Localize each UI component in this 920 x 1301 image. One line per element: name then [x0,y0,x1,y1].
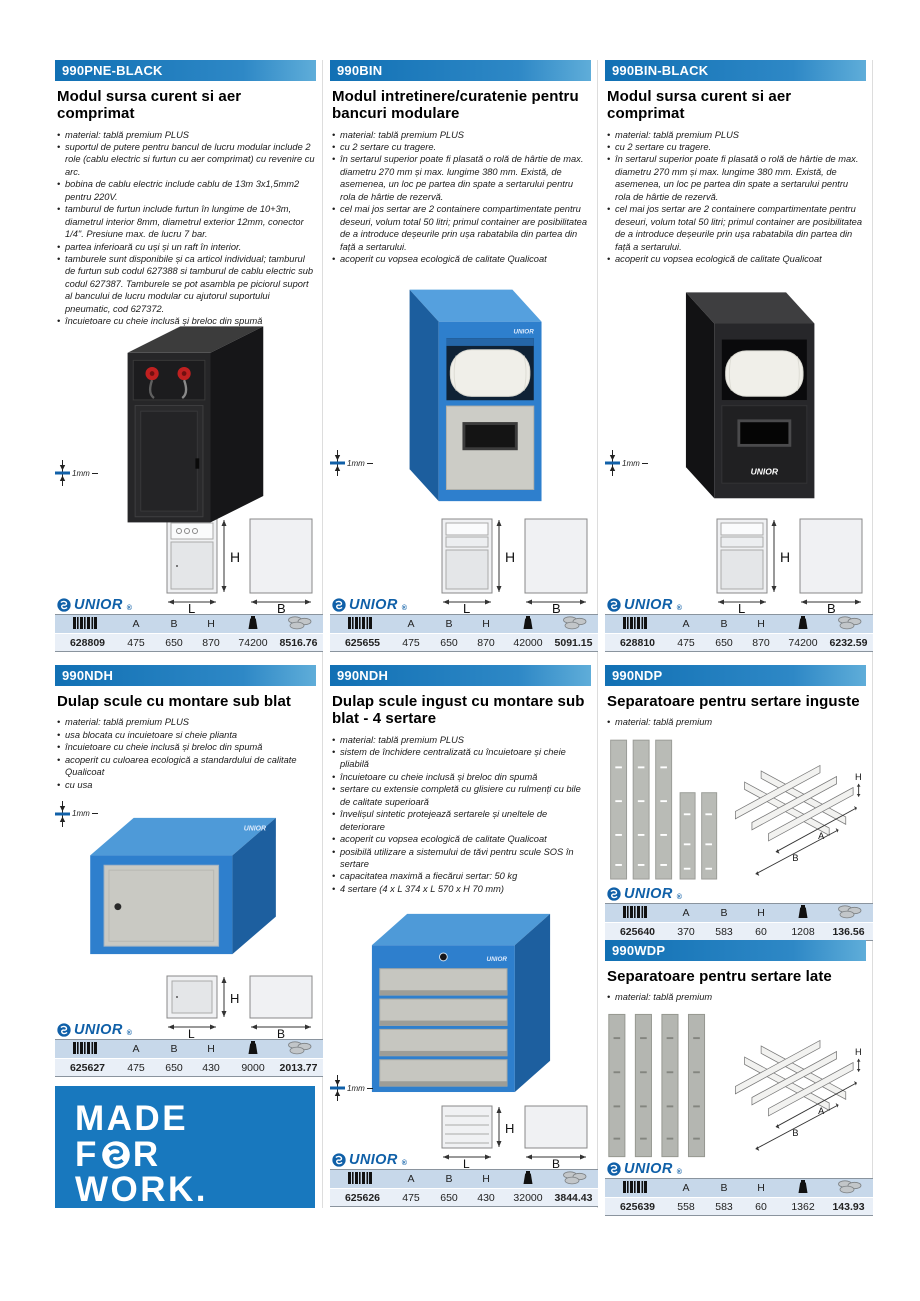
price-icon [827,615,873,634]
dash [367,1088,373,1089]
blue-bin-cabinet-drawing [377,278,545,506]
spec-bullet: • material: tablă premium PLUS [607,129,866,141]
registered-mark: ® [401,605,408,612]
unior-logo-text: UNIOR [349,1151,398,1168]
dimension-diagram [166,518,316,614]
spec-bullet: • tamburele sunt disponibile și ca articol individual; tamburul de furtun sub codul 627388 si tamburul de cablu electric sub codul 627387. Tamburele se pot asambla pe piciorul suport al bancului de lucru modular cu ajutorul suportului pneumatic, cod 627372. [57,253,316,315]
article-code: 625639 [605,1198,667,1216]
spec-bullet: • acoperit cu culoarea ecologică a standardului de calitate Qualicoat [57,754,316,779]
thickness-annotation [330,1075,373,1101]
svg-text:H: H [230,991,240,1006]
weight-value: 32000 [504,1189,552,1207]
product-image-separators-narrow [605,737,866,885]
unior-logo-text: UNIOR [624,885,673,902]
separator-assembly-diagram [728,737,866,885]
spec-list [607,129,866,266]
made-for-work-banner [55,1086,315,1208]
mfw-f: F [75,1134,99,1174]
thickness-arrows-icon [330,1075,345,1101]
weight-icon [504,1170,552,1189]
unior-logo-text: UNIOR [349,596,398,613]
unior-logo-text: UNIOR [624,596,673,613]
thickness-arrows-icon [605,450,620,476]
dim-a: 475 [667,634,705,652]
unior-logo-text: UNIOR [74,1021,123,1038]
spec-list [57,716,316,791]
thickness-label: 1mm [72,809,90,819]
spec-bullet: • capacitatea maximă a fiecărui sertar: 50 kg [332,870,591,882]
thickness-label: 1mm [347,1083,365,1093]
spec-list [607,991,866,1003]
svg-text:B: B [792,852,799,863]
spec-bullet: • 4 sertare (4 x L 374 x L 570 x H 70 mm) [332,883,591,895]
unior-logo [330,1153,407,1170]
section-990wdp [605,940,872,1213]
black-cabinet-drawing [100,317,272,529]
spec-bullet: • sistem de închidere centralizată cu încuietoare și cheie pliabilă [332,746,591,771]
thickness-annotation [330,450,373,476]
unior-mark-icon [57,1023,71,1037]
spec-bullet: • încuietoare cu cheie inclusă și breloc din spumă [57,315,316,327]
col-b: B [155,615,193,634]
unior-logo [55,1023,132,1040]
svg-text:H: H [230,549,241,565]
spec-bullet: • încuietoare cu cheie inclusă și breloc din spumă [57,741,316,753]
svg-text:L: L [188,1027,195,1039]
product-title: Modul sursa curent si aer comprimat [607,88,792,123]
col-b: B [430,1170,468,1189]
unior-mark-icon [57,598,71,612]
spec-bullet: • material: tablă premium [607,716,866,728]
spec-table [330,614,598,652]
spec-bullet: • posibilă utilizare a sistemului de tăvi pentru scule SOS în sertare [332,846,591,871]
barcode-icon [330,1170,392,1189]
barcode-icon [55,1040,117,1059]
dim-a: 370 [667,923,705,941]
unior-mark-icon [332,1153,346,1167]
svg-text:B: B [277,601,286,614]
dim-b: 583 [705,1198,743,1216]
dimension-diagram [441,1105,591,1169]
col-a: A [392,1170,430,1189]
thickness-label: 1mm [347,458,365,468]
blue-door-cabinet-drawing [82,804,290,962]
spec-bullet: • cu usa [57,779,316,791]
unior-mark-icon [607,598,621,612]
weight-value: 74200 [779,634,827,652]
unior-logo [330,598,407,615]
col-h: H [193,1040,229,1059]
spec-bullet: • acoperit cu vopsea ecologică de calitate Qualicoat [607,253,866,265]
product-code-header [605,665,866,686]
dimension-diagram [441,518,591,614]
section-footer [330,518,591,614]
barcode-icon [55,615,117,634]
thickness-arrows-icon [55,460,70,486]
spec-bullet: • material: tablă premium PLUS [332,734,591,746]
svg-text:H: H [505,549,516,565]
col-a: A [667,904,705,923]
unior-logo [605,887,866,904]
weight-value: 9000 [229,1059,277,1077]
product-image-separators-wide [605,1012,866,1160]
svg-text:UNIOR: UNIOR [486,956,507,964]
dim-h: 870 [468,634,504,652]
article-code: 625640 [605,923,667,941]
spec-bullet: • sertare cu extensie completă cu glisiere cu rulmenți cu bile de calitate superioară [332,783,591,808]
section-footer [330,1105,591,1169]
weight-value: 1208 [779,923,827,941]
section-990pne-black [55,60,322,652]
price-value: 8516.76 [277,634,323,652]
svg-text:UNIOR: UNIOR [243,825,266,833]
barcode-icon [605,615,667,634]
product-code: 990NDH [337,668,389,683]
section-990bin-black [605,60,872,652]
price-value: 143.93 [827,1198,873,1216]
spec-table [605,614,873,652]
spec-bullet: • usa blocata cu incuietoare si cheie plianta [57,729,316,741]
product-title: Separatoare pentru sertare late [607,968,832,985]
spec-table [605,903,873,941]
black-bin-cabinet-drawing [655,281,817,503]
registered-mark: ® [126,605,133,612]
unior-logo [605,598,682,615]
article-code: 628810 [605,634,667,652]
svg-text:L: L [463,601,471,614]
col-h: H [743,1179,779,1198]
col-b: B [430,615,468,634]
table-row [330,634,598,652]
table-row [55,1059,323,1077]
weight-icon [504,615,552,634]
spec-list [57,129,316,328]
dash [92,473,98,474]
price-icon [827,904,873,923]
barcode-icon [330,615,392,634]
table-row [605,1198,873,1216]
dim-a: 475 [117,1059,155,1077]
svg-text:UNIOR: UNIOR [750,466,778,477]
dim-h: 60 [743,923,779,941]
product-title: Modul sursa curent si aer comprimat [57,88,242,123]
price-value: 2013.77 [277,1059,323,1077]
spec-bullet: • partea inferioară cu uși și un raft în interior. [57,241,316,253]
weight-icon [779,1179,827,1198]
price-value: 3844.43 [552,1189,598,1207]
section-footer [55,518,316,614]
table-row [55,634,323,652]
svg-text:L: L [738,601,746,614]
dash [92,813,98,814]
spec-bullet: • cu 2 sertare cu tragere. [607,141,866,153]
svg-text:A: A [818,830,825,841]
product-image-blue-door-cabinet [55,793,316,973]
column-3 [605,60,873,1213]
product-code: 990NDP [612,668,663,683]
product-code: 990PNE-BLACK [62,63,163,78]
col-b: B [705,1179,743,1198]
svg-text:B: B [277,1027,286,1039]
spec-bullet: • material: tablă premium PLUS [57,716,316,728]
price-icon [827,1179,873,1198]
weight-icon [229,1040,277,1059]
dim-h: 870 [193,634,229,652]
col-a: A [117,615,155,634]
mfw-line3: WORK. [75,1170,209,1210]
product-title: Separatoare pentru sertare inguste [607,693,860,710]
product-title: Dulap scule cu montare sub blat [57,693,291,710]
dash [642,463,648,464]
unior-logo-text: UNIOR [74,596,123,613]
registered-mark: ® [401,1160,408,1167]
dim-b: 650 [155,634,193,652]
thickness-label: 1mm [622,458,640,468]
mfw-line2 [75,1134,315,1174]
product-code: 990BIN [337,63,383,78]
column-2 [330,60,598,1208]
separator-assembly-diagram [728,1012,866,1160]
dim-b: 583 [705,923,743,941]
article-code: 625627 [55,1059,117,1077]
spec-bullet: • încuietoare cu cheie inclusă și breloc din spumă [332,771,591,783]
product-image-black-bin-cabinet [605,267,866,516]
spec-table [55,614,323,652]
section-990ndp [605,665,872,938]
spec-table [330,1169,598,1207]
thickness-annotation [55,460,98,486]
mfw-r: R [132,1134,161,1174]
spec-list [607,716,866,728]
svg-text:B: B [552,601,561,614]
dim-a: 475 [392,634,430,652]
unior-logo [605,1162,866,1179]
col-h: H [468,1170,504,1189]
section-990ndh-door [55,665,322,1077]
svg-text:A: A [818,1105,825,1116]
price-icon [277,1040,323,1059]
barcode-icon [605,904,667,923]
catalog-page [55,60,873,1213]
blue-drawer-cabinet-drawing [368,902,554,1098]
dim-h: 60 [743,1198,779,1216]
dim-a: 475 [392,1189,430,1207]
spec-bullet: • cel mai jos sertar are 2 containere compartimentate pentru deseuri, volum total 50 litri; primul container are posibilitatea de a introduce deșeurile prin ușa rabatabila din partea din față a sertarului. [607,203,866,253]
svg-text:B: B [552,1157,561,1169]
unior-logo-text: UNIOR [624,1160,673,1177]
product-code: 990WDP [612,943,666,958]
unior-mark-white-icon [101,1140,131,1170]
dim-h: 430 [193,1059,229,1077]
thickness-arrows-icon [55,801,70,827]
dim-h: 870 [743,634,779,652]
col-b: B [155,1040,193,1059]
spec-bullet: • cu 2 sertare cu tragere. [332,141,591,153]
spec-bullet: • suportul de putere pentru bancul de lucru modular include 2 role (cablu electric si furtun cu aer comprimat) cu revenire cu arc. [57,141,316,178]
spec-bullet: • în sertarul superior poate fi plasată o rolă de hârtie de max. diametru 270 mm și max. lungime 380 mm. Există, de asemenea, un loc pe partea din spate a sertarului pentru rola de hârtie de rezervă. [332,153,591,203]
unior-mark-icon [332,598,346,612]
product-image-black-cabinet [55,330,316,516]
dash [367,463,373,464]
spec-list [332,734,591,896]
svg-text:H: H [780,549,791,565]
col-a: A [117,1040,155,1059]
registered-mark: ® [676,1169,683,1177]
spec-table [55,1039,323,1077]
dim-h: 430 [468,1189,504,1207]
barcode-icon [605,1179,667,1198]
unior-mark-icon [607,1162,621,1176]
spec-bullet: • acoperit cu vopsea ecologică de calitate Qualicoat [332,253,591,265]
col-a: A [392,615,430,634]
table-row [330,1189,598,1207]
dim-b: 650 [705,634,743,652]
price-icon [552,1170,598,1189]
separator-strips-drawing [605,737,727,885]
dim-a: 558 [667,1198,705,1216]
separator-strips-drawing [605,1012,715,1160]
product-title: Dulap scule ingust cu montare sub blat - 4 sertare [332,693,585,728]
product-code: 990BIN-BLACK [612,63,709,78]
section-footer [55,975,316,1039]
product-code-header [605,60,866,81]
section-990bin [330,60,597,652]
dimension-diagram [716,518,866,614]
svg-text:B: B [792,1127,799,1138]
registered-mark: ® [126,1030,133,1037]
weight-icon [779,615,827,634]
article-code: 628809 [55,634,117,652]
product-title: Modul intretinere/curatenie pentru bancuri modulare [332,88,579,123]
spec-bullet: • bobina de cablu electric include cablu de 13m 3x1,5mm2 pentru 220V. [57,178,316,203]
product-image-blue-bin-cabinet [330,267,591,516]
svg-text:H: H [505,1121,515,1136]
spec-list [332,129,591,266]
dim-a: 475 [117,634,155,652]
spec-bullet: • tamburul de furtun include furtun în lungime de 10+3m, diametrul interior 8mm, diametrul exterior 12mm, conector 1/4". Presiune max. de lucru 7 bar. [57,203,316,240]
product-code: 990NDH [62,668,114,683]
thickness-annotation [55,801,98,827]
spec-bullet: • învelișul sintetic protejează sertarele și uneltele de deteriorare [332,808,591,833]
thickness-annotation [605,450,648,476]
spec-bullet: • material: tablă premium [607,991,866,1003]
weight-value: 42000 [504,634,552,652]
product-code-header [605,940,866,961]
col-b: B [705,615,743,634]
spec-bullet: • acoperit cu vopsea ecologică de calitate Qualicoat [332,833,591,845]
price-icon [552,615,598,634]
svg-text:L: L [463,1157,470,1169]
registered-mark: ® [676,894,683,902]
unior-mark-icon [607,887,621,901]
weight-icon [779,904,827,923]
price-value: 6232.59 [827,634,873,652]
thickness-label: 1mm [72,468,90,478]
table-row [605,923,873,941]
svg-text:H: H [854,1046,862,1057]
dimension-diagram [166,975,316,1039]
svg-text:L: L [188,601,196,614]
thickness-arrows-icon [330,450,345,476]
product-code-header [330,665,591,686]
weight-icon [229,615,277,634]
article-code: 625655 [330,634,392,652]
spec-bullet: • în sertarul superior poate fi plasată o rolă de hârtie de max. diametru 270 mm și max. lungime 380 mm. Există, de asemenea, un loc pe partea din spate a sertarului pentru rola de hârtie de rezervă. [607,153,866,203]
mfw-line1: MADE [75,1099,189,1138]
col-a: A [667,1179,705,1198]
product-code-header [55,60,316,81]
product-image-blue-drawer-cabinet [330,897,591,1103]
price-value: 136.56 [827,923,873,941]
svg-text:H: H [854,771,862,782]
product-code-header [330,60,591,81]
col-a: A [667,615,705,634]
weight-value: 1362 [779,1198,827,1216]
table-row [605,634,873,652]
dim-b: 650 [430,634,468,652]
col-h: H [468,615,504,634]
section-990ndh-drawers [330,665,597,1207]
dim-b: 650 [155,1059,193,1077]
article-code: 625626 [330,1189,392,1207]
column-1 [55,60,323,1208]
col-b: B [705,904,743,923]
spec-bullet: • material: tablă premium PLUS [332,129,591,141]
unior-logo [55,598,132,615]
price-icon [277,615,323,634]
col-h: H [743,904,779,923]
weight-value: 74200 [229,634,277,652]
spec-bullet: • cel mai jos sertar are 2 containere compartimentate pentru deseuri, volum total 50 litri; primul container are posibilitatea de a introduce deșeurile prin ușa rabatabila din partea din față a sertarului. [332,203,591,253]
svg-text:UNIOR: UNIOR [512,328,534,336]
registered-mark: ® [676,605,683,612]
spec-bullet: • material: tablă premium PLUS [57,129,316,141]
price-value: 5091.15 [552,634,598,652]
spec-table [605,1178,873,1216]
section-footer [605,518,866,614]
svg-text:B: B [827,601,836,614]
col-h: H [193,615,229,634]
product-code-header [55,665,316,686]
col-h: H [743,615,779,634]
dim-b: 650 [430,1189,468,1207]
